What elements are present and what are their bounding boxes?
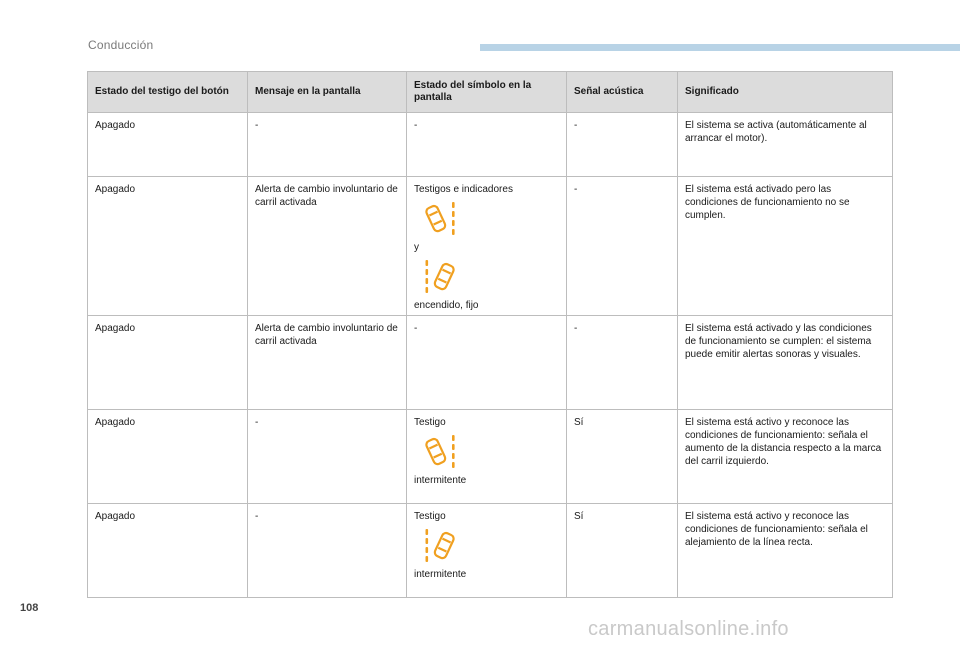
cell-meaning: El sistema está activo y reconoce las condiciones de funcionamiento: señala el aumento de la distancia respecto a la marca del carril izquierdo. <box>678 410 893 504</box>
cell-symbol <box>407 504 567 598</box>
col-header-symbol: Estado del símbolo en la pantalla <box>407 72 567 113</box>
cell-message: Alerta de cambio involuntario de carril activada <box>248 316 407 410</box>
symbol-state: intermitente <box>414 475 467 486</box>
table-row <box>88 410 893 504</box>
cell-button-state: Apagado <box>88 504 248 598</box>
cell-meaning: El sistema está activo y reconoce las condiciones de funcionamiento: señala el alejamiento de la línea recta. <box>678 504 893 598</box>
lane-departure-right-icon <box>424 201 456 236</box>
table-row <box>88 504 893 598</box>
cell-symbol <box>407 177 567 316</box>
col-header-meaning: Significado <box>678 72 893 113</box>
lane-alert-table <box>87 71 893 598</box>
section-title: Conducción <box>88 38 154 52</box>
symbol-state: encendido, fijo <box>414 300 479 311</box>
lane-departure-right-icon <box>424 434 456 469</box>
table-row <box>88 177 893 316</box>
cell-message: - <box>248 504 407 598</box>
cell-meaning: El sistema está activado y las condiciones de funcionamiento se cumplen: el sistema puede emitir alertas sonoras y visuales. <box>678 316 893 410</box>
cell-sound: - <box>567 177 678 316</box>
cell-button-state: Apagado <box>88 177 248 316</box>
col-header-sound: Señal acústica <box>567 72 678 113</box>
lane-departure-left-icon <box>424 528 456 563</box>
cell-meaning: El sistema se activa (automáticamente al arrancar el motor). <box>678 113 893 177</box>
cell-meaning: El sistema está activado pero las condiciones de funcionamiento no se cumplen. <box>678 177 893 316</box>
section-bar <box>480 44 960 51</box>
cell-sound: - <box>567 113 678 177</box>
watermark: carmanualsonline.info <box>588 618 789 640</box>
cell-sound: Sí <box>567 410 678 504</box>
symbol-text: Testigo <box>414 417 446 428</box>
symbol-text: Testigo <box>414 511 446 522</box>
cell-message: - <box>248 410 407 504</box>
symbol-conjunction: y <box>414 242 419 253</box>
table-row <box>88 316 893 410</box>
cell-symbol <box>407 410 567 504</box>
cell-button-state: Apagado <box>88 316 248 410</box>
col-header-button-state: Estado del testigo del botón <box>88 72 248 113</box>
symbol-state: intermitente <box>414 569 467 580</box>
lane-departure-left-icon <box>424 259 456 294</box>
cell-message: - <box>248 113 407 177</box>
cell-symbol: - <box>407 113 567 177</box>
table-row <box>88 113 893 177</box>
table-header-row <box>88 72 893 113</box>
cell-button-state: Apagado <box>88 410 248 504</box>
symbol-text: Testigos e indicadores <box>414 184 513 195</box>
cell-button-state: Apagado <box>88 113 248 177</box>
cell-message: Alerta de cambio involuntario de carril activada <box>248 177 407 316</box>
col-header-message: Mensaje en la pantalla <box>248 72 407 113</box>
page-number: 108 <box>20 602 39 614</box>
cell-symbol: - <box>407 316 567 410</box>
cell-sound: - <box>567 316 678 410</box>
cell-sound: Sí <box>567 504 678 598</box>
